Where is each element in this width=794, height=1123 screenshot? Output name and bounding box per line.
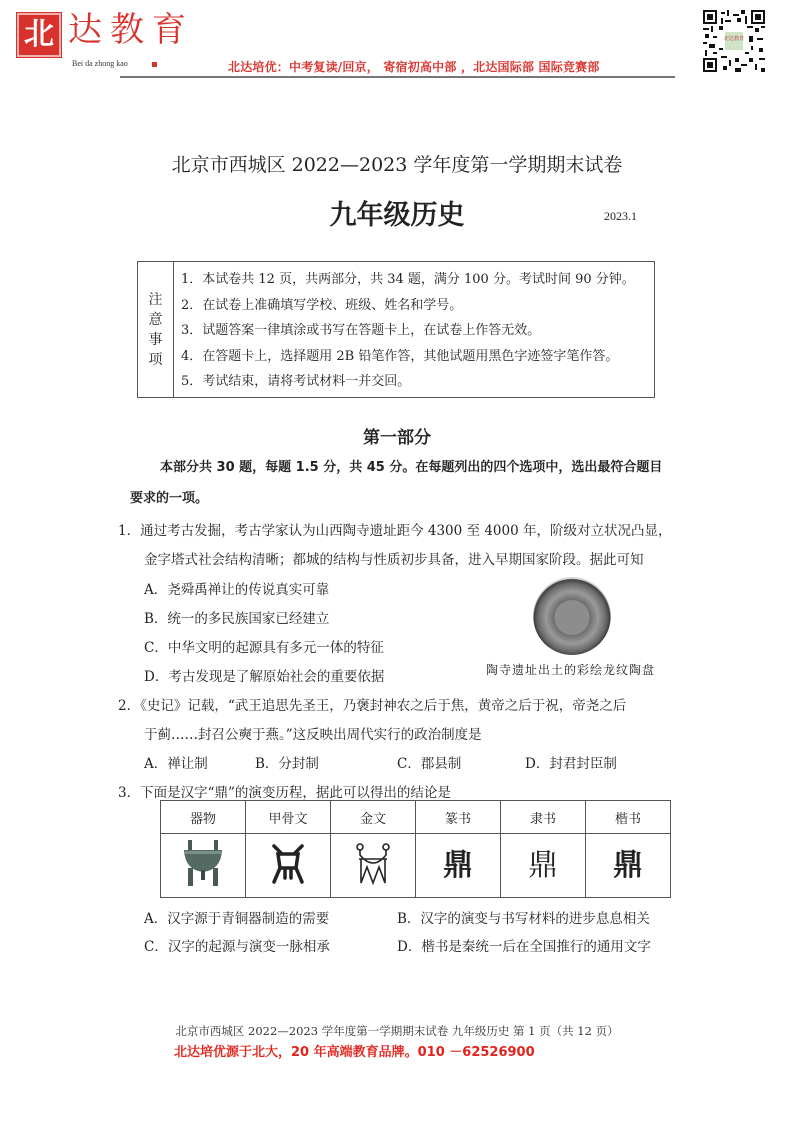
notice-label-char: 意 [148,311,163,328]
logo-mark: 北 [17,13,61,57]
question-2-stem-cont: 于蓟……封召公奭于燕。”这反映出周代实行的政治制度是 [144,727,482,743]
question-2-option-c: C．郡县制 [397,756,462,772]
logo-subtitle: Bei da zhong kao [72,59,128,68]
notice-list [181,267,635,395]
logo-text: 达教育 [68,10,194,50]
logo-dot-icon [152,62,157,67]
notice-item: 4．在答题卡上，选择题用 2B 铅笔作答，其他试题用黑色字迹签字笔作答。 [181,348,619,364]
question-1-stem: 1．通过考古发掘，考古学家认为山西陶寺遗址距今 4300 至 4000 年，阶级对立状况凸显， [118,523,672,539]
regular-script-glyph: 鼎 [586,834,671,898]
question-3-option-b: B．汉字的演变与书写材料的进步息息相关 [397,911,650,927]
oracle-bone-ding-icon [270,842,306,886]
question-3-stem: 3．下面是汉字“鼎”的演变历程，据此可以得出的结论是 [118,785,451,801]
part-description-cont: 要求的一项。 [130,491,209,506]
question-1-option-d: D．考古发现是了解原始社会的重要依据 [144,669,385,685]
clerical-script-glyph: 鼎 [501,834,586,898]
seal-script-glyph: 鼎 [416,834,501,898]
question-2-option-d: D．封君封臣制 [525,756,617,772]
bronze-ding-image [161,834,246,898]
notice-item: 1．本试卷共 12 页，共两部分，共 34 题，满分 100 分。考试时间 90 分钟。 [181,272,635,287]
footer-ad: 北达培优源于北大，20 年高端教育品牌。010 －62526900 [174,1045,535,1060]
question-3-option-a: A．汉字源于青铜器制造的需要 [144,911,330,927]
table-header: 金文 [331,801,416,834]
notice-item: 3．试题答案一律填涂或书写在答题卡上，在试卷上作答无效。 [181,323,541,338]
bronze-script-glyph [331,834,416,898]
notice-label-char: 项 [148,351,163,368]
part-description: 本部分共 30 题，每题 1.5 分，共 45 分。在每题列出的四个选项中，选出最符合题目 [160,460,663,475]
question-1-stem-cont: 金字塔式社会结构清晰；都城的结构与性质初步具备，进入早期国家阶段。据此可知 [144,552,644,568]
notice-item: 2．在试卷上准确填写学校、班级、姓名和学号。 [181,297,463,313]
question-3-option-c: C．汉字的起源与演变一脉相承 [144,939,330,955]
qr-code-icon [703,10,765,72]
notice-label-char: 事 [148,331,163,348]
table-header: 楷书 [586,801,671,834]
table-header: 篆书 [416,801,501,834]
question-2-stem: 2．《史记》记载，“武王追思先圣王，乃褒封神农之后于焦，黄帝之后于祝，帝尧之后 [118,698,627,714]
exam-date: 2023.1 [604,209,637,223]
notice-item: 5．考试结束，请将考试材料一并交回。 [181,374,411,389]
qr-label: 北达教育 [723,36,745,42]
table-header: 器物 [161,801,246,834]
question-1-option-c: C．中华文明的起源具有多元一体的特征 [144,640,384,656]
page-footer: 北京市西城区 2022—2023 学年度第一学期期末试卷 九年级历史 第 1 页（共 12 页） [175,1024,619,1038]
notice-box [137,261,655,398]
notice-label-char: 注 [148,291,163,308]
question-2-option-a: A．禅让制 [144,756,208,772]
bronze-ding-icon [181,838,225,890]
subject-title: 九年级历史 [329,200,465,231]
exam-title: 北京市西城区 2022—2023 学年度第一学期期末试卷 [171,154,623,176]
question-1-option-a: A．尧舜禹禅让的传说真实可靠 [144,582,330,598]
header-slogan: 北达培优：中考复读/回京， 寄宿初高中部 ，北达国际部 国际竞赛部 [228,60,600,74]
question-1-option-b: B．统一的多民族国家已经建立 [144,611,330,627]
bronze-script-ding-icon [353,841,393,887]
painted-pottery-plate-image [533,577,611,655]
image-caption: 陶寺遗址出土的彩绘龙纹陶盘 [486,663,656,677]
oracle-bone-glyph [246,834,331,898]
table-header: 甲骨文 [246,801,331,834]
part-title: 第一部分 [363,428,431,448]
question-3-option-d: D．楷书是秦统一后在全国推行的通用文字 [397,939,651,955]
question-2-option-b: B．分封制 [255,756,319,772]
notice-label [138,262,174,397]
header-divider [120,76,675,78]
character-evolution-table [160,800,671,898]
table-header: 隶书 [501,801,586,834]
